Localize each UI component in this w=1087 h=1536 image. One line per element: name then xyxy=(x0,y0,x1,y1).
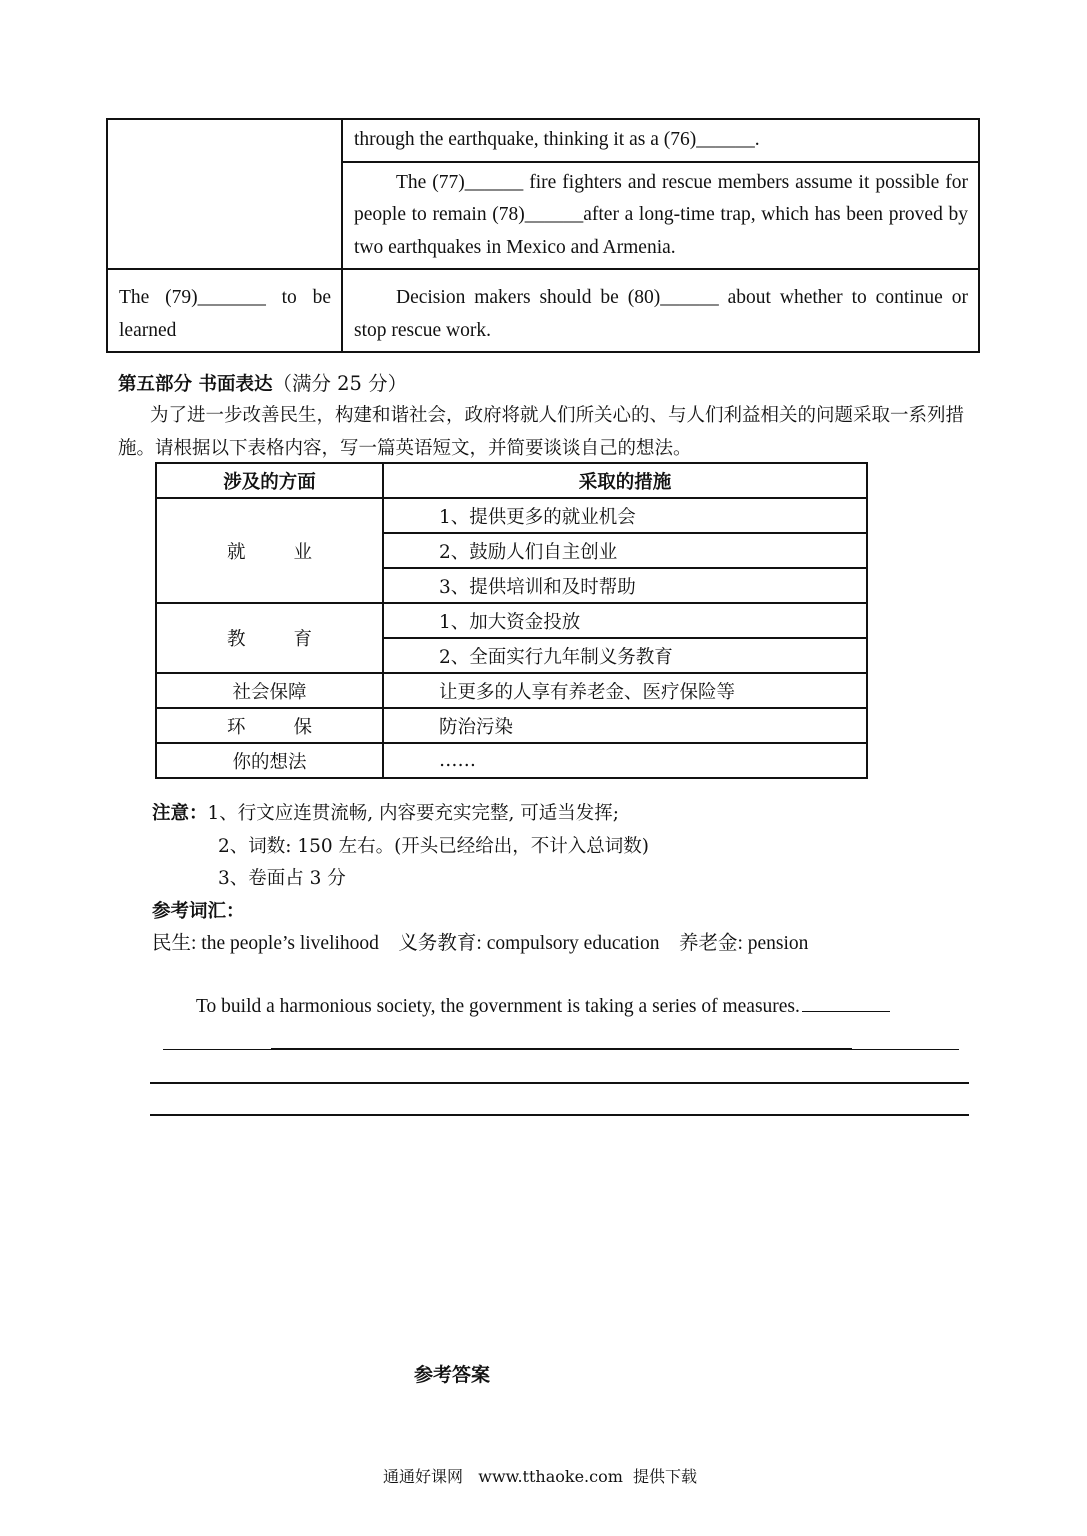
essay-start: To build a harmonious society, the government is taking a series of measures. xyxy=(196,996,890,1018)
writing-line xyxy=(150,1114,969,1116)
note-item: 2、词数: 150 左右。(开头已经给出，不计入总词数) xyxy=(218,835,650,857)
cell-text-80: Decision makers should be (80)______ about whether to continue or stop rescue work. xyxy=(354,287,968,341)
cell-text-76: through the earthquake, thinking it as a (76)______. xyxy=(354,129,760,150)
table-cell xyxy=(107,269,342,352)
page-footer: 通通好课网 www.tthaoke.com 提供下载 xyxy=(383,1467,698,1486)
measure-item: 2、鼓励人们自主创业 xyxy=(383,533,867,568)
table-cell xyxy=(342,119,979,162)
header-aspect: 涉及的方面 xyxy=(156,463,383,498)
note-item: 1、行文应连贯流畅, 内容要充实完整, 可适当发挥; xyxy=(207,803,620,824)
notes-block xyxy=(152,798,808,961)
note-item: 3、卷面占 3 分 xyxy=(218,868,346,889)
aspect-your-idea: 你的想法 xyxy=(156,743,383,778)
vocab-label: 参考词汇： xyxy=(152,900,245,922)
measure-item: 1、加大资金投放 xyxy=(383,603,867,638)
writing-line xyxy=(852,1049,959,1050)
table-cell xyxy=(342,269,979,352)
header-measures: 采取的措施 xyxy=(383,463,867,498)
writing-line xyxy=(271,1048,852,1050)
measure-item: 让更多的人享有养老金、医疗保险等 xyxy=(383,673,867,708)
answer-heading: 参考答案 xyxy=(414,1364,491,1386)
reading-table xyxy=(106,118,980,353)
section-title: 第五部分 书面表达 xyxy=(118,374,273,395)
measure-item: 3、提供培训和及时帮助 xyxy=(383,568,867,603)
aspect-social-security: 社会保障 xyxy=(156,673,383,708)
notes-label: 注意： xyxy=(152,803,208,824)
section-intro: 为了进一步改善民生，构建和谐社会，政府将就人们所关心的、与人们利益相关的问题采取一系列措施。请根据以下表格内容，写一篇英语短文，并简要谈谈自己的想法。 xyxy=(118,405,965,459)
cell-text-79: The (79)_______ to be learned xyxy=(119,287,331,341)
aspect-education: 教育 xyxy=(156,603,383,673)
table-cell-empty xyxy=(107,119,342,269)
cell-text-77-78: The (77)______ fire fighters and rescue members assume it possible for people to remain (78)______after a long-time trap, which has been proved by two earthquakes in Mexico and Armenia. xyxy=(354,171,968,258)
vocab-line: 民生: the people’s livelihood 义务教育: compulsory education 养老金: pension xyxy=(152,933,809,954)
measure-item: 2、全面实行九年制义务教育 xyxy=(383,638,867,673)
writing-line xyxy=(150,1082,969,1084)
table-cell xyxy=(342,162,979,270)
measure-item: …… xyxy=(383,743,867,778)
aspect-environment: 环保 xyxy=(156,708,383,743)
measure-item: 1、提供更多的就业机会 xyxy=(383,498,867,533)
section-heading xyxy=(118,368,407,396)
writing-line xyxy=(163,1049,271,1050)
aspect-employment: 就业 xyxy=(156,498,383,603)
measure-item: 防治污染 xyxy=(383,708,867,743)
section-score: （满分 25 分） xyxy=(272,372,408,395)
measures-table xyxy=(155,462,868,779)
